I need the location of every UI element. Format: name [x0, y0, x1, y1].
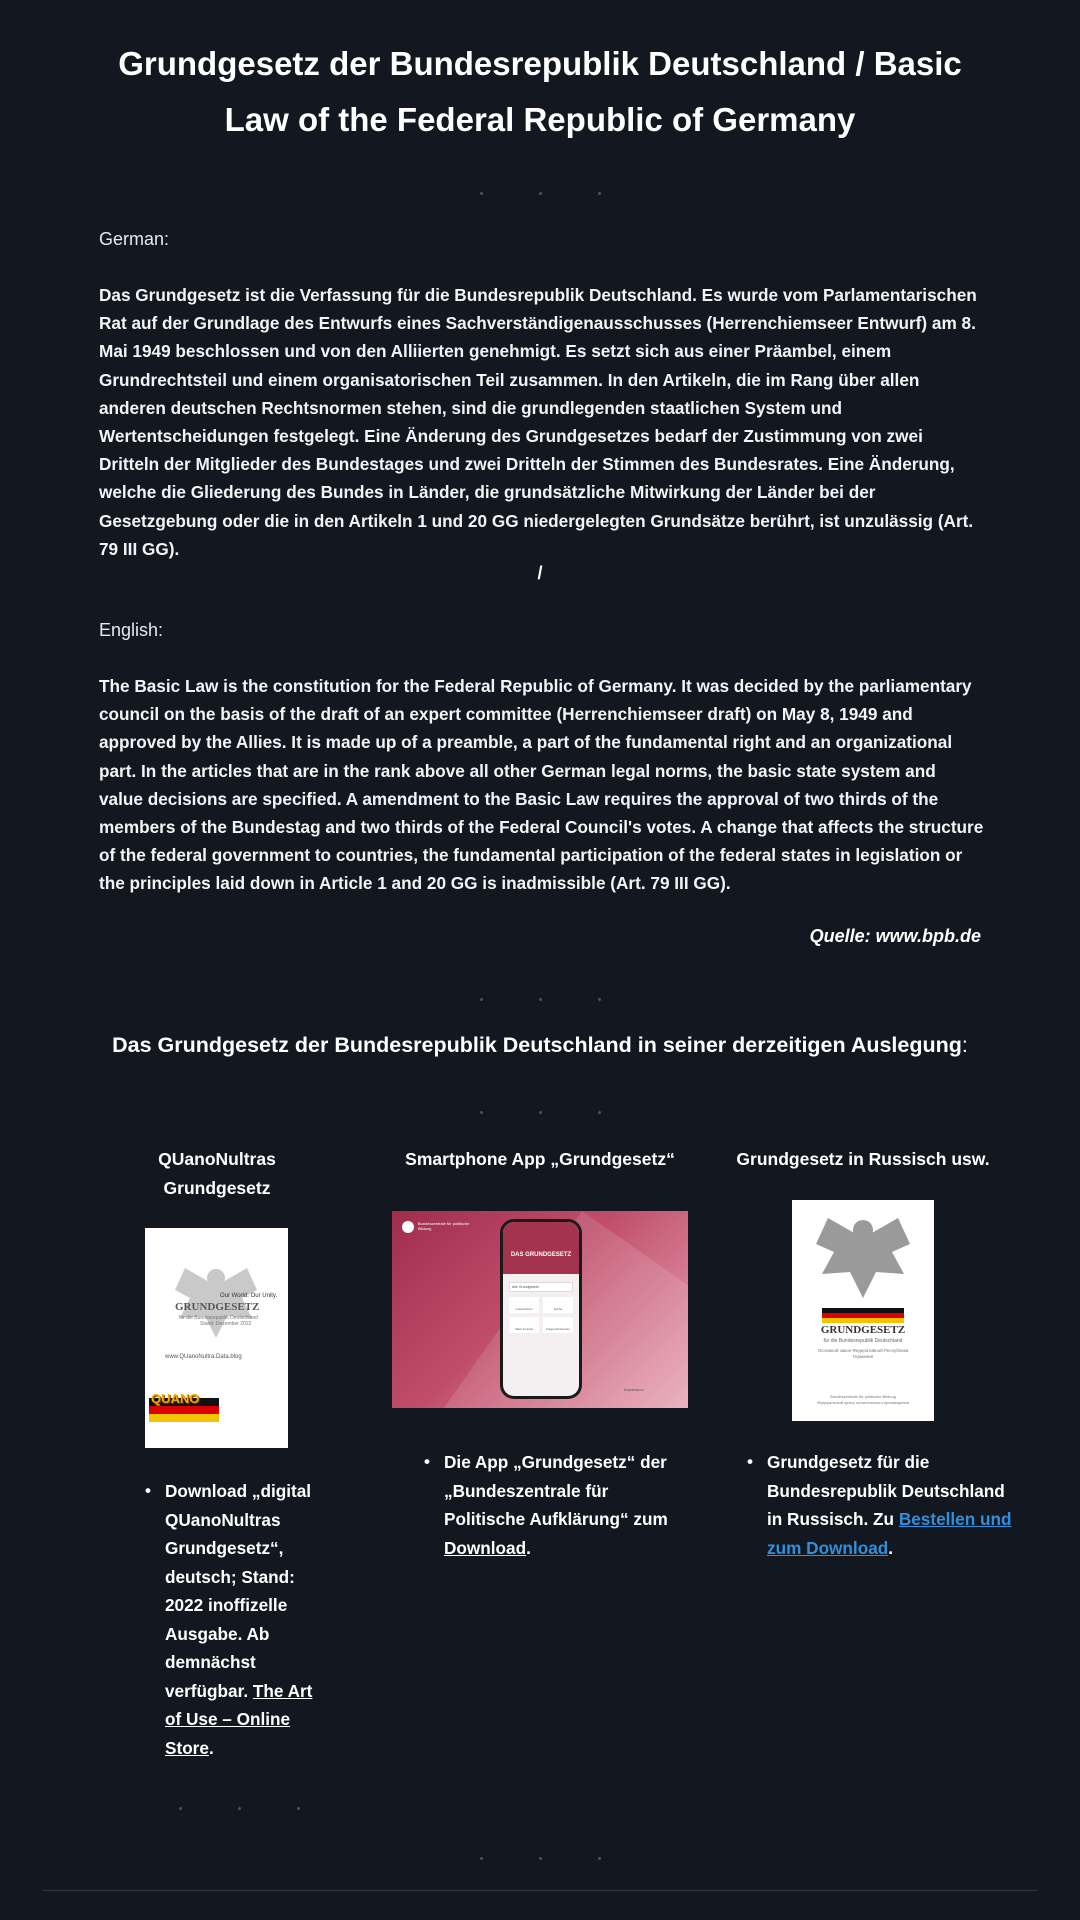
- eagle-icon: [792, 1200, 934, 1421]
- cover1-url: www.QUanoNultra.Data.blog: [165, 1354, 242, 1360]
- section-heading: [0, 1033, 1080, 1058]
- section-heading-colon: :: [961, 1033, 968, 1057]
- russian-bullet-list: [747, 1448, 1012, 1562]
- app-promo-image[interactable]: [392, 1211, 688, 1408]
- separator-dots: [0, 988, 1080, 998]
- app-download-link[interactable]: Download: [444, 1537, 527, 1558]
- footer-divider: [42, 1890, 1038, 1891]
- list-item: • Download „digital QUanoNultras Grundgesetz“, deutsch; Stand: 2022 inoffizelle Ausgabe. Ab demnächst verfügbar. The Art of Use – Online Store.: [145, 1481, 313, 1758]
- cover2-brand: Bundeszentrale für politische Bildung: [418, 1221, 470, 1231]
- cover3-publisher-ru: Федеральный центр политического просвещения: [817, 1400, 909, 1405]
- quanonultras-bullet-list: [145, 1477, 325, 1762]
- cover3-sub: für die Bundesrepublik Deutschland: [823, 1338, 903, 1344]
- column-title-russian: Grundgesetz in Russisch usw.: [736, 1149, 990, 1169]
- cover3-ru: Основной закон Федеративной Республики Германия: [817, 1348, 909, 1359]
- app-description: Die App „Grundgesetz“ der „Bundeszentrale für Politische Aufklärung“ zum: [444, 1452, 668, 1529]
- language-separator: /: [537, 563, 543, 583]
- app-tile: Fragen/Antworten: [543, 1317, 573, 1333]
- russian-edition-cover-image[interactable]: [792, 1200, 934, 1421]
- cover1-small-text: Our World. Our Unity.: [220, 1293, 278, 1299]
- online-store-link[interactable]: The Art of Use – Online Store: [165, 1680, 313, 1758]
- link-period: .: [888, 1537, 894, 1558]
- cover3-publisher: Bundeszentrale für politische Bildung: [830, 1394, 896, 1399]
- list-item: • Grundgesetz für die Bundesrepublik Deutschland in Russisch. Zu Bestellen und zum Download.: [747, 1452, 1012, 1558]
- quanonultras-description: Download „digital QUanoNultras Grundgesetz“, deutsch; Stand: 2022 inoffizelle Ausgabe. Ab demnächst verfügbar.: [165, 1481, 312, 1701]
- russian-description: Grundgesetz für die Bundesrepublik Deutschland in Russisch. Zu: [767, 1452, 1005, 1529]
- order-download-link[interactable]: Bestellen und zum Download: [767, 1509, 1012, 1558]
- separator-dots: [0, 182, 1080, 192]
- separator-dots: [0, 1847, 1080, 1857]
- app-tile: Lesezeichen: [509, 1297, 539, 1313]
- bpb-logo-icon: [402, 1221, 414, 1233]
- link-period: .: [526, 1537, 531, 1558]
- cover2-footer: Impressum: [624, 1387, 644, 1392]
- page-title: Grundgesetz der Bundesrepublik Deutschland / Basic Law of the Federal Republic of Germany: [118, 45, 962, 138]
- phone-mockup: [500, 1219, 582, 1399]
- german-text: Das Grundgesetz ist die Verfassung für die Bundesrepublik Deutschland. Es wurde vom Parlamentarischen Rat auf der Grundlage des Entwurfs eines Sachverständigenausschusses (Herrenchiemseer Entwurf) am 8. Mai 1949 beschlossen und von den Alliierten genehmigt. Es setzt sich aus einer Präambel, einem Grundrechtsteil und einem organisatorischen Teil zusammen. In den Artikeln, die im Rang über allen anderen deutschen Rechtsnormen stehen, sind die grundlegenden staatlichen System und Wertentscheidungen festgelegt. Eine Änderung des Grundgesetzes bedarf der Zustimmung von zwei Dritteln der Mitglieder des Bundestages und zwei Dritteln der Stimmen des Bundesrates. Eine Änderung, welche die Gliederung des Bundes in Länder, die grundsätzliche Mitwirkung der Länder bei der Gesetzgebung oder die in den Artikeln 1 und 20 GG niedergelegten Grundsätze berührt, ist unzulässig (Art. 79 III GG).: [99, 285, 977, 559]
- column-title-quanonultras: QUanoNultras Grundgesetz: [158, 1149, 276, 1198]
- section-heading-text: Das Grundgesetz der Bundesrepublik Deutschland in seiner derzeitigen Auslegung: [112, 1033, 962, 1057]
- app-tile: Mein Journal: [509, 1317, 539, 1333]
- quanonultras-cover-image[interactable]: [145, 1228, 288, 1448]
- app-search: Alle Grundgesetz: [509, 1282, 573, 1292]
- app-bullet-list: [424, 1448, 694, 1562]
- app-tile: Suche: [543, 1297, 573, 1313]
- separator-dots: [0, 1101, 1080, 1111]
- english-label: English:: [99, 620, 164, 640]
- separator-dots: [0, 1797, 779, 1807]
- cover1-date: Stand: Dezember 2022: [200, 1321, 252, 1327]
- link-period: .: [208, 1737, 214, 1758]
- column-title-app: Smartphone App „Grundgesetz“: [405, 1149, 675, 1169]
- german-label: German:: [99, 229, 170, 249]
- english-text: The Basic Law is the constitution for the Federal Republic of Germany. It was decided by the parliamentary council on the basis of the draft of an expert committee (Herrenchiemseer draft) on May 8, 1949 and approved by the Allies. It is made up of a preamble, a part of the fundamental right and an organizational part. In the articles that are in the rank above all other German legal norms, the basic state system and value decisions are specified. A amendment to the Basic Law requires the approval of two thirds of the members of the Bundestag and two thirds of the Federal Council's votes. A change that affects the structure of the federal government to countries, the fundamental participation of the federal states in legislation or the principles laid down in Article 1 and 20 GG is inadmissible (Art. 79 III GG).: [99, 676, 984, 894]
- source-credit: Quelle: www.bpb.de: [809, 926, 981, 946]
- cover3-heading: GRUNDGESETZ: [820, 1324, 906, 1336]
- cover1-sub: für die Bundesrepublik Deutschland: [179, 1315, 258, 1321]
- cover1-logo: QUANO: [151, 1391, 200, 1406]
- list-item: • Die App „Grundgesetz“ der „Bundeszentrale für Politische Aufklärung“ zum Download.: [424, 1452, 668, 1558]
- app-title: DAS GRUNDGESETZ: [510, 1252, 572, 1258]
- cover1-heading: GRUNDGESETZ: [175, 1301, 260, 1313]
